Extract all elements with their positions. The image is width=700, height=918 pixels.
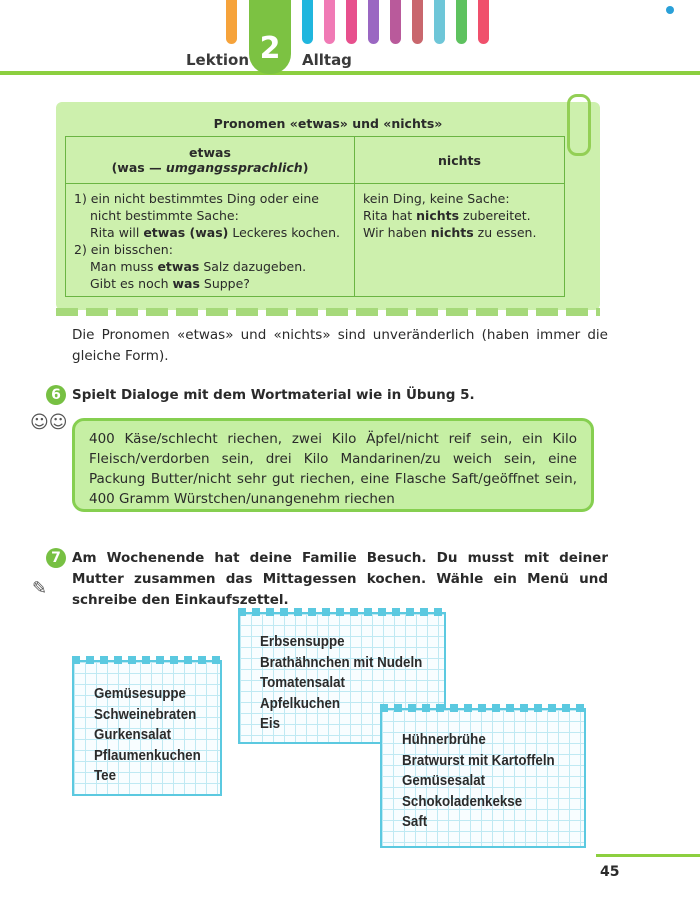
text-line: 1) ein nicht bestimmtes Ding oder eine <box>74 191 319 206</box>
menu-item: Erbsensuppe <box>260 634 345 650</box>
example-line: Rita hat nichts zubereitet. <box>363 208 531 223</box>
nichts-cell <box>355 184 565 297</box>
nichts-header: nichts <box>355 137 565 184</box>
menu-item: Gemüsesalat <box>402 773 486 789</box>
menu-item: Apfelkuchen <box>260 695 341 712</box>
menu-item: Gemüsesuppe <box>94 686 186 702</box>
menu-card-3 <box>380 708 586 848</box>
stripe <box>456 0 467 44</box>
etwas-header-line2: (was — umgangssprachlich) <box>111 160 309 175</box>
header-rule <box>0 71 700 75</box>
torn-edge <box>56 308 600 316</box>
menu-item: Pflaumenkuchen <box>94 747 201 764</box>
example-line: Man muss etwas Salz dazugeben. <box>90 259 307 274</box>
menu-card-1 <box>72 660 222 796</box>
stripe <box>478 0 489 44</box>
menu-item: Tomatensalat <box>260 675 346 691</box>
stripe <box>434 0 445 44</box>
menu-item: Schokoladenkekse <box>402 793 523 810</box>
torn-edge <box>238 608 446 616</box>
logo-icon <box>666 6 674 14</box>
menu-item: Bratwurst mit Kartoffeln <box>402 752 555 769</box>
grammar-title: Pronomen «etwas» und «nichts» <box>213 116 443 131</box>
stripe <box>324 0 335 44</box>
etwas-header <box>66 137 355 184</box>
menu-item: Tee <box>94 768 117 784</box>
publisher-logo <box>666 6 674 14</box>
menu-item: Brathähnchen mit Nudeln <box>260 654 423 671</box>
task-7-number: 7 <box>46 548 66 568</box>
footer-rule <box>596 854 700 857</box>
pencil-icon: ✎ <box>32 578 48 599</box>
menu-item: Saft <box>402 814 428 830</box>
task-6-number: 6 <box>46 385 66 405</box>
example-line: Wir haben nichts zu essen. <box>363 225 537 240</box>
etwas-header-line1: etwas <box>189 145 231 160</box>
word-material-box <box>72 418 594 512</box>
stripe <box>226 0 237 44</box>
torn-edge <box>380 704 586 712</box>
menu-item: Gurkensalat <box>94 727 172 743</box>
dialogue-icon: ☺☺ <box>30 412 68 433</box>
stripe <box>390 0 401 44</box>
stripe <box>346 0 357 44</box>
example-line: Gibt es noch was Suppe? <box>90 276 250 291</box>
lesson-number-badge: 2 <box>249 0 291 74</box>
text-line: 2) ein bisschen: <box>74 242 173 257</box>
stripe <box>412 0 423 44</box>
lektion-label: Lektion <box>186 51 250 69</box>
stripe <box>302 0 313 44</box>
task-7-instruction: Am Wochenende hat deine Familie Besuch. Du musst mit deiner Mutter zusammen das Mittagessen kochen. Wähle ein Menü und schreibe den Einkaufszettel. <box>72 550 608 608</box>
torn-edge <box>72 656 222 664</box>
task-6-instruction: Spielt Dialoge mit dem Wortmaterial wie in Übung 5. <box>72 387 475 403</box>
grammar-box <box>56 102 600 310</box>
stripe <box>368 0 379 44</box>
paperclip-icon <box>567 94 591 156</box>
grammar-note: Die Pronomen «etwas» und «nichts» sind unveränderlich (haben immer die gleiche Form). <box>72 327 608 364</box>
grammar-table <box>65 136 565 297</box>
text-line: nicht bestimmte Sache: <box>90 208 239 223</box>
menu-item: Schweinebraten <box>94 706 197 723</box>
menu-item: Eis <box>260 716 281 732</box>
menu-item: Hühnerbrühe <box>402 732 486 748</box>
page-number: 45 <box>600 864 620 880</box>
text-line: kein Ding, keine Sache: <box>363 191 510 206</box>
example-line: Rita will etwas (was) Leckeres kochen. <box>90 225 341 240</box>
word-material-text: 400 Käse/schlecht riechen, zwei Kilo Äpfel/nicht reif sein, ein Kilo Fleisch/verdorben sein, drei Kilo Mandarinen/zu weich sein, eine Packung Butter/nicht sehr gut riechen, eine Flasche Saft/geöffnet sein, 400 Gramm Würstchen/unangenehm riechen <box>89 431 577 507</box>
etwas-cell <box>66 184 355 297</box>
topic-label: Alltag <box>302 51 352 69</box>
